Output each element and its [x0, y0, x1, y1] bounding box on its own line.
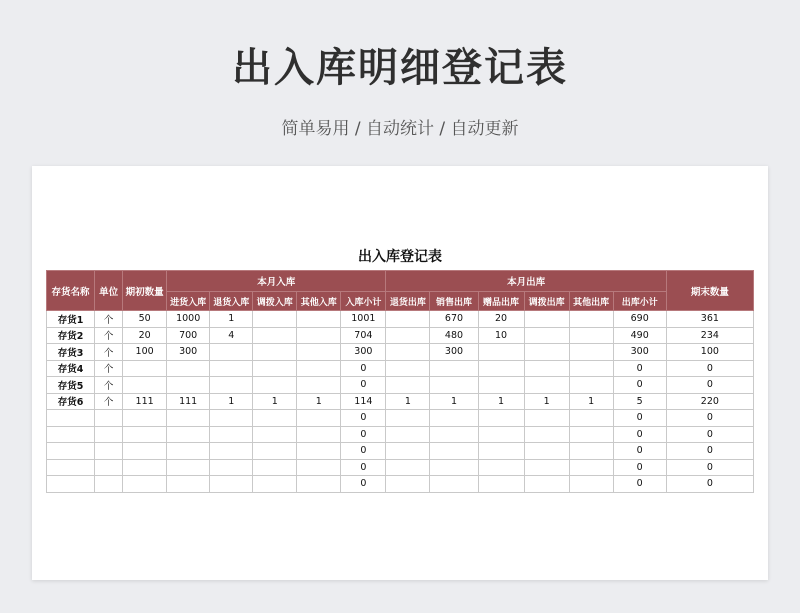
cell-out-transfer[interactable]	[524, 327, 569, 344]
cell-out-other[interactable]	[569, 443, 613, 460]
cell-out-other[interactable]	[569, 476, 613, 493]
col-in-return[interactable]: 退货入库	[210, 292, 253, 311]
cell-out-gift[interactable]	[478, 476, 524, 493]
cell-out-subtotal[interactable]: 0	[613, 476, 666, 493]
group-month-out[interactable]: 本月出库	[386, 271, 666, 292]
cell-opening-qty[interactable]: 20	[123, 327, 167, 344]
cell-item-name[interactable]	[47, 459, 95, 476]
cell-in-subtotal[interactable]: 300	[341, 344, 386, 361]
cell-unit[interactable]	[95, 410, 123, 427]
cell-in-other[interactable]	[297, 476, 341, 493]
cell-in-subtotal[interactable]: 0	[341, 426, 386, 443]
col-in-purchase[interactable]: 进货入库	[167, 292, 210, 311]
cell-out-sales[interactable]: 1	[430, 393, 478, 410]
cell-out-sales[interactable]	[430, 443, 478, 460]
cell-out-transfer[interactable]	[524, 443, 569, 460]
cell-out-other[interactable]	[569, 426, 613, 443]
cell-in-transfer[interactable]	[253, 377, 297, 394]
cell-out-gift[interactable]: 10	[478, 327, 524, 344]
col-out-return[interactable]: 退货出库	[386, 292, 430, 311]
cell-in-other[interactable]	[297, 410, 341, 427]
cell-out-return[interactable]	[386, 443, 430, 460]
cell-out-other[interactable]: 1	[569, 393, 613, 410]
cell-in-subtotal[interactable]: 1001	[341, 311, 386, 328]
cell-in-return[interactable]: 1	[210, 311, 253, 328]
cell-out-subtotal[interactable]: 0	[613, 377, 666, 394]
cell-out-subtotal[interactable]: 0	[613, 426, 666, 443]
cell-in-transfer[interactable]: 1	[253, 393, 297, 410]
page-title: 出入库明细登记表	[232, 45, 568, 91]
cell-out-transfer[interactable]	[524, 360, 569, 377]
cell-out-return[interactable]	[386, 459, 430, 476]
cell-out-sales[interactable]: 670	[430, 311, 478, 328]
cell-out-return[interactable]	[386, 476, 430, 493]
cell-in-other[interactable]	[297, 443, 341, 460]
cell-closing-qty[interactable]: 0	[666, 459, 753, 476]
cell-item-name[interactable]: 存货6	[47, 393, 95, 410]
spreadsheet-card	[32, 166, 768, 580]
col-in-transfer[interactable]: 调拨入库	[253, 292, 297, 311]
cell-out-transfer[interactable]	[524, 426, 569, 443]
cell-unit[interactable]	[95, 459, 123, 476]
table-body	[47, 311, 754, 493]
cell-out-gift[interactable]: 1	[478, 393, 524, 410]
cell-in-subtotal[interactable]: 704	[341, 327, 386, 344]
cell-out-subtotal[interactable]: 490	[613, 327, 666, 344]
cell-out-transfer[interactable]	[524, 476, 569, 493]
cell-out-sales[interactable]	[430, 377, 478, 394]
cell-in-purchase[interactable]	[167, 410, 210, 427]
cell-unit[interactable]	[95, 476, 123, 493]
cell-out-transfer[interactable]	[524, 344, 569, 361]
cell-in-subtotal[interactable]: 0	[341, 360, 386, 377]
cell-in-transfer[interactable]	[253, 459, 297, 476]
cell-closing-qty[interactable]: 0	[666, 426, 753, 443]
cell-out-gift[interactable]	[478, 344, 524, 361]
cell-out-other[interactable]	[569, 410, 613, 427]
cell-out-gift[interactable]	[478, 443, 524, 460]
cell-closing-qty[interactable]: 100	[666, 344, 753, 361]
cell-item-name[interactable]: 存货5	[47, 377, 95, 394]
cell-opening-qty[interactable]: 50	[123, 311, 167, 328]
cell-in-other[interactable]: 1	[297, 393, 341, 410]
cell-out-other[interactable]	[569, 344, 613, 361]
cell-out-transfer[interactable]	[524, 377, 569, 394]
cell-in-return[interactable]	[210, 410, 253, 427]
cell-in-other[interactable]	[297, 377, 341, 394]
page-subtitle: 简单易用 / 自动统计 / 自动更新	[281, 119, 519, 139]
cell-in-transfer[interactable]	[253, 360, 297, 377]
col-out-subtotal[interactable]: 出库小计	[613, 292, 666, 311]
cell-out-transfer[interactable]	[524, 410, 569, 427]
cell-opening-qty[interactable]	[123, 377, 167, 394]
cell-out-other[interactable]	[569, 311, 613, 328]
col-unit[interactable]: 单位	[95, 271, 123, 311]
cell-in-purchase[interactable]: 111	[167, 393, 210, 410]
col-opening-qty[interactable]: 期初数量	[123, 271, 167, 311]
cell-item-name[interactable]	[47, 443, 95, 460]
cell-item-name[interactable]	[47, 410, 95, 427]
cell-out-other[interactable]	[569, 360, 613, 377]
cell-unit[interactable]: 个	[95, 393, 123, 410]
cell-in-other[interactable]	[297, 327, 341, 344]
cell-in-return[interactable]	[210, 443, 253, 460]
cell-out-return[interactable]	[386, 327, 430, 344]
cell-out-subtotal[interactable]: 690	[613, 311, 666, 328]
cell-in-purchase[interactable]	[167, 459, 210, 476]
group-month-in[interactable]: 本月入库	[167, 271, 386, 292]
cell-out-transfer[interactable]	[524, 459, 569, 476]
cell-opening-qty[interactable]	[123, 476, 167, 493]
cell-item-name[interactable]	[47, 476, 95, 493]
cell-out-subtotal[interactable]: 300	[613, 344, 666, 361]
cell-out-sales[interactable]	[430, 426, 478, 443]
cell-in-return[interactable]	[210, 476, 253, 493]
cell-out-subtotal[interactable]: 5	[613, 393, 666, 410]
cell-out-other[interactable]	[569, 459, 613, 476]
cell-unit[interactable]: 个	[95, 377, 123, 394]
cell-unit[interactable]	[95, 426, 123, 443]
sheet-title: 出入库登记表	[358, 249, 442, 265]
cell-out-gift[interactable]	[478, 426, 524, 443]
cell-out-sales[interactable]	[430, 459, 478, 476]
col-out-transfer[interactable]: 调拨出库	[524, 292, 569, 311]
cell-out-subtotal[interactable]: 0	[613, 443, 666, 460]
cell-out-sales[interactable]: 480	[430, 327, 478, 344]
col-in-subtotal[interactable]: 入库小计	[341, 292, 386, 311]
cell-out-return[interactable]	[386, 311, 430, 328]
cell-out-sales[interactable]	[430, 410, 478, 427]
cell-in-purchase[interactable]	[167, 476, 210, 493]
cell-item-name[interactable]: 存货3	[47, 344, 95, 361]
cell-out-gift[interactable]	[478, 360, 524, 377]
cell-out-return[interactable]	[386, 360, 430, 377]
cell-closing-qty[interactable]: 361	[666, 311, 753, 328]
col-out-gift[interactable]: 赠品出库	[478, 292, 524, 311]
cell-in-purchase[interactable]	[167, 377, 210, 394]
cell-item-name[interactable]: 存货2	[47, 327, 95, 344]
cell-out-sales[interactable]: 300	[430, 344, 478, 361]
cell-unit[interactable]: 个	[95, 311, 123, 328]
table-row	[47, 360, 754, 377]
cell-opening-qty[interactable]: 111	[123, 393, 167, 410]
cell-closing-qty[interactable]: 0	[666, 377, 753, 394]
cell-item-name[interactable]: 存货4	[47, 360, 95, 377]
cell-out-gift[interactable]	[478, 459, 524, 476]
table-row	[47, 426, 754, 443]
cell-in-transfer[interactable]	[253, 476, 297, 493]
cell-in-other[interactable]	[297, 311, 341, 328]
table-row	[47, 311, 754, 328]
table-row	[47, 377, 754, 394]
cell-in-transfer[interactable]	[253, 443, 297, 460]
cell-out-return[interactable]	[386, 426, 430, 443]
cell-unit[interactable]: 个	[95, 327, 123, 344]
cell-out-other[interactable]	[569, 377, 613, 394]
cell-out-return[interactable]	[386, 377, 430, 394]
table-row	[47, 476, 754, 493]
cell-out-transfer[interactable]	[524, 311, 569, 328]
cell-in-return[interactable]	[210, 426, 253, 443]
cell-opening-qty[interactable]	[123, 459, 167, 476]
cell-in-return[interactable]	[210, 344, 253, 361]
cell-out-gift[interactable]: 20	[478, 311, 524, 328]
cell-in-purchase[interactable]: 1000	[167, 311, 210, 328]
cell-in-purchase[interactable]	[167, 443, 210, 460]
cell-in-subtotal[interactable]: 0	[341, 476, 386, 493]
cell-opening-qty[interactable]	[123, 360, 167, 377]
cell-in-return[interactable]: 4	[210, 327, 253, 344]
cell-item-name[interactable]	[47, 426, 95, 443]
cell-in-transfer[interactable]	[253, 311, 297, 328]
cell-closing-qty[interactable]: 0	[666, 410, 753, 427]
cell-in-purchase[interactable]: 300	[167, 344, 210, 361]
cell-in-return[interactable]: 1	[210, 393, 253, 410]
cell-in-purchase[interactable]	[167, 426, 210, 443]
cell-out-sales[interactable]	[430, 360, 478, 377]
table-row	[47, 344, 754, 361]
cell-in-other[interactable]	[297, 360, 341, 377]
table-header	[47, 271, 754, 311]
cell-unit[interactable]: 个	[95, 360, 123, 377]
table-row	[47, 393, 754, 410]
cell-out-return[interactable]	[386, 410, 430, 427]
cell-out-gift[interactable]	[478, 377, 524, 394]
cell-out-transfer[interactable]: 1	[524, 393, 569, 410]
cell-in-subtotal[interactable]: 0	[341, 410, 386, 427]
cell-out-sales[interactable]	[430, 476, 478, 493]
cell-in-other[interactable]	[297, 459, 341, 476]
cell-in-transfer[interactable]	[253, 344, 297, 361]
cell-out-gift[interactable]	[478, 410, 524, 427]
cell-in-subtotal[interactable]: 0	[341, 459, 386, 476]
col-out-sales[interactable]: 销售出库	[430, 292, 478, 311]
cell-out-other[interactable]	[569, 327, 613, 344]
cell-out-return[interactable]	[386, 344, 430, 361]
cell-closing-qty[interactable]: 220	[666, 393, 753, 410]
cell-in-return[interactable]	[210, 377, 253, 394]
cell-in-subtotal[interactable]: 0	[341, 443, 386, 460]
cell-in-purchase[interactable]	[167, 360, 210, 377]
cell-closing-qty[interactable]: 0	[666, 360, 753, 377]
cell-in-transfer[interactable]	[253, 410, 297, 427]
cell-in-return[interactable]	[210, 459, 253, 476]
col-closing-qty[interactable]: 期末数量	[666, 271, 753, 311]
table-row	[47, 327, 754, 344]
cell-out-subtotal[interactable]: 0	[613, 360, 666, 377]
col-in-other[interactable]: 其他入库	[297, 292, 341, 311]
cell-in-other[interactable]	[297, 344, 341, 361]
cell-closing-qty[interactable]: 0	[666, 443, 753, 460]
table-row	[47, 443, 754, 460]
cell-in-transfer[interactable]	[253, 426, 297, 443]
table-row	[47, 410, 754, 427]
cell-out-subtotal[interactable]: 0	[613, 459, 666, 476]
col-out-other[interactable]: 其他出库	[569, 292, 613, 311]
inventory-table	[46, 270, 754, 493]
cell-in-purchase[interactable]: 700	[167, 327, 210, 344]
cell-opening-qty[interactable]: 100	[123, 344, 167, 361]
cell-closing-qty[interactable]: 0	[666, 476, 753, 493]
table-row	[47, 459, 754, 476]
cell-opening-qty[interactable]	[123, 410, 167, 427]
cell-in-subtotal[interactable]: 114	[341, 393, 386, 410]
cell-opening-qty[interactable]	[123, 426, 167, 443]
cell-item-name[interactable]: 存货1	[47, 311, 95, 328]
cell-unit[interactable]	[95, 443, 123, 460]
cell-in-subtotal[interactable]: 0	[341, 377, 386, 394]
cell-closing-qty[interactable]: 234	[666, 327, 753, 344]
cell-out-return[interactable]: 1	[386, 393, 430, 410]
cell-opening-qty[interactable]	[123, 443, 167, 460]
cell-in-transfer[interactable]	[253, 327, 297, 344]
col-item-name[interactable]: 存货名称	[47, 271, 95, 311]
cell-in-other[interactable]	[297, 426, 341, 443]
cell-in-return[interactable]	[210, 360, 253, 377]
cell-unit[interactable]: 个	[95, 344, 123, 361]
cell-out-subtotal[interactable]: 0	[613, 410, 666, 427]
